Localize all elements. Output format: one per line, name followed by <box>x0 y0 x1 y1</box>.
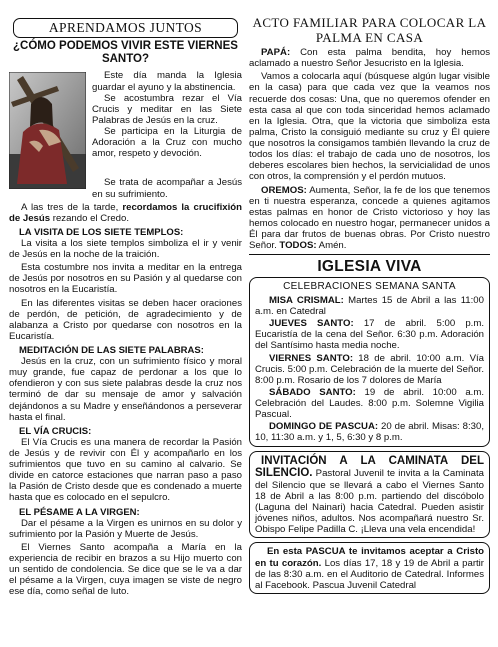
caminata-title: INVITACIÓN A LA CAMINATA DEL SILENCIO. <box>255 454 484 480</box>
text: Aumenta, Señor, la fe de los que tenemos en ti nuestra esperanza, concede a quienes agitamos estas palmas en honor de Cristo victorioso y hoy las hemos colocado en nuestro hogar, permanecer unidos a Él para dar frutos de buenas obras. Por Cristo nuestro Señor. <box>249 184 490 252</box>
viernes-santo-subtitle: ¿CÓMO PODEMOS VIVIR ESTE VIERNES SANTO? <box>13 40 238 66</box>
pascua-text <box>255 546 484 591</box>
text: 20 de abril. Misas: 8:30, 10, 11:30 a.m. y 1, 5, 6:30 y 8 p.m. <box>255 421 484 444</box>
paragraph: El Viernes Santo acompaña a María en la experiencia de recibir en brazos a su Hijo muerto con un sentido de condolencia. Se dice que se le va a dar el pésame a la Virgen, cuya imagen se viste de negro ese día, como señal de luto. <box>9 541 242 598</box>
text: rezando el Credo. <box>50 212 130 224</box>
event-label: VIERNES SANTO: <box>269 352 354 364</box>
text: En esta <box>267 546 306 558</box>
paragraph-tres-de-la-tarde <box>9 202 242 224</box>
paragraph: Se participa en la Liturgia de Adoración a la Cruz con mucho amor, respeto y devoción. <box>92 126 242 160</box>
right-column <box>249 6 490 594</box>
paragraph: Se acostumbra rezar el Vía Crucis y meditar en las Siete Palabras de Jesús en la cruz. <box>92 92 242 126</box>
heading-via-crucis: EL VÍA CRUCIS: <box>19 425 92 437</box>
paragraph: En las diferentes visitas se deben hacer oraciones de perdón, de petición, de agradecimiento y de alabanza a Cristo por quedarse con nosotros en la Eucaristía. <box>9 297 242 342</box>
aprendamos-juntos-banner: APRENDAMOS JUNTOS <box>13 18 238 38</box>
event-sabado-santo <box>255 387 484 420</box>
event-domingo-pascua <box>255 421 484 443</box>
caminata-silencio-box <box>249 451 490 539</box>
heading-visita: LA VISITA DE LOS SIETE TEMPLOS: <box>19 226 184 238</box>
event-viernes-santo <box>255 353 484 386</box>
text: Pastoral Juvenil te invita a la Caminata del Silencio que se llevará a cabo el Viernes Santo 18 de Abril a las 8:00 p.m. partiendo del discóbolo (Laguna del Nainari) hacia Catedral. Pueden asistir jóvenes niños, adultos. Nos acompañará nuestro Sr. Obispo Felipe Padilla C. ¡Lleva una vela encendida! <box>255 468 484 536</box>
paragraph: Dar el pésame a la Virgen es unirnos en su dolor y sufrimiento por la Pasión y Muerte de Jesús. <box>9 517 242 540</box>
paragraph: Vamos a colocarla aquí (búsquese algún lugar visible en la casa) para que cada vez que la veamos nos recuerde dos cosas: Una, que no queremos ofender en esta casa al que con toda sinceridad hemos aclamado en la Iglesia. Otra, que la victoria que simboliza esta palma, Cristo la consiguió mediante su cruz y Él quiere que nosotros la consigamos también llevando la cruz de todos los días: el trabajo de cada uno de nosotros, los deberes escolares bien hechos, la servicialidad de unos con otros, la comprensión y el perdón mutuos. <box>249 71 490 183</box>
text: Amén. <box>316 240 347 252</box>
emphasis: PASCUA <box>305 546 346 558</box>
speaker-label: PAPÁ: <box>261 47 291 59</box>
paragraph: El Vía Crucis es una manera de recordar la Pasión de Jesús y de revivir con Él y acompañarlo en los sufrimientos que tuvo en su camino al calvario. Se divide en catorce estaciones que narran paso a paso la Pasión de Cristo desde que es condenado a muerte hasta que es colocado en el sepulcro. <box>9 436 242 504</box>
event-label: JUEVES SANTO: <box>269 318 354 330</box>
text: Los días 17, 18 y 19 de Abril a partir de las 8:30 a.m. en el Auditorio de Catedral. Informes al Facebook. Pascua Juvenil Catedral <box>255 557 485 591</box>
event-label: DOMINGO DE PASCUA: <box>269 421 379 433</box>
text: 19 de abril. 10:00 a.m. Celebración del Laudes. 8:00 p.m. Solemne Vigilia Pascual. <box>255 386 484 421</box>
jesus-carrying-cross-image <box>9 72 86 189</box>
text: A las tres de la tarde, <box>21 201 123 213</box>
event-misa-crismal <box>255 295 484 317</box>
palma-title: ACTO FAMILIAR PARA COLOCAR LA PALMA EN CASA <box>252 15 487 45</box>
event-label: SÁBADO SANTO: <box>269 386 356 398</box>
paragraph-papa <box>249 47 490 69</box>
text: Con esta palma bendita, hoy hemos aclamado a nuestro Señor Jesucristo en la Iglesia. <box>249 47 490 70</box>
paragraph: Jesús en la cruz, con un sufrimiento físico y moral muy grande, fue capaz de perdonar a los que lo ofendieron y con sus siete palabras desde la cruz nos terminó de dar su mensaje de amor y salvación dejándonos a su Madre y enseñándonos a perseverar hasta el final. <box>9 356 242 423</box>
celebraciones-box <box>249 277 490 446</box>
text: 18 de abril. 10:00 a.m. Vía Crucis. 5:00 p.m. Celebración de la muerte del Señor. 8:00 p.m. Rosario de los 7 dolores de María <box>255 352 484 386</box>
paragraph-oremos <box>249 185 490 252</box>
paragraph: La visita a los siete templos simboliza el ir y venir de Jesús en la noche de la traición. <box>9 237 242 261</box>
pascua-box <box>249 542 490 594</box>
intro-text <box>92 70 242 189</box>
event-label: MISA CRISMAL: <box>269 294 344 306</box>
speaker-label: TODOS: <box>279 240 317 252</box>
heading-pesame: EL PÉSAME A LA VIRGEN: <box>19 506 140 518</box>
iglesia-viva-heading: IGLESIA VIVA <box>249 254 490 277</box>
speaker-label: OREMOS: <box>261 184 307 196</box>
emphasis: recordamos la crucifixión de Jesús <box>9 201 242 224</box>
celebraciones-title: CELEBRACIONES SEMANA SANTA <box>283 281 456 293</box>
intro-block <box>9 70 242 189</box>
paragraph: Se trata de acompañar a Jesús en su sufrimiento. <box>92 177 242 200</box>
left-column <box>9 6 242 598</box>
text: te invitamos aceptar a Cristo en tu corazón. <box>255 546 485 569</box>
paragraph: Esta costumbre nos invita a meditar en la entrega de Jesús por nosotros en su Pasión y al quedarse con nosotros en la Eucaristía. <box>9 262 242 296</box>
paragraph: Este día manda la Iglesia guardar el ayuno y la abstinencia. <box>92 70 242 93</box>
event-jueves-santo <box>255 318 484 351</box>
text: 17 de abril. 5:00 p.m. Eucaristía de la cena del Señor. 6:30 p.m. Adoración del Santísimo hasta media noche. <box>255 318 484 352</box>
text: Martes 15 de Abril a las 11:00 a.m. en Catedral <box>255 294 484 318</box>
caminata-text <box>255 455 484 536</box>
heading-palabras: MEDITACIÓN DE LAS SIETE PALABRAS: <box>19 345 204 357</box>
